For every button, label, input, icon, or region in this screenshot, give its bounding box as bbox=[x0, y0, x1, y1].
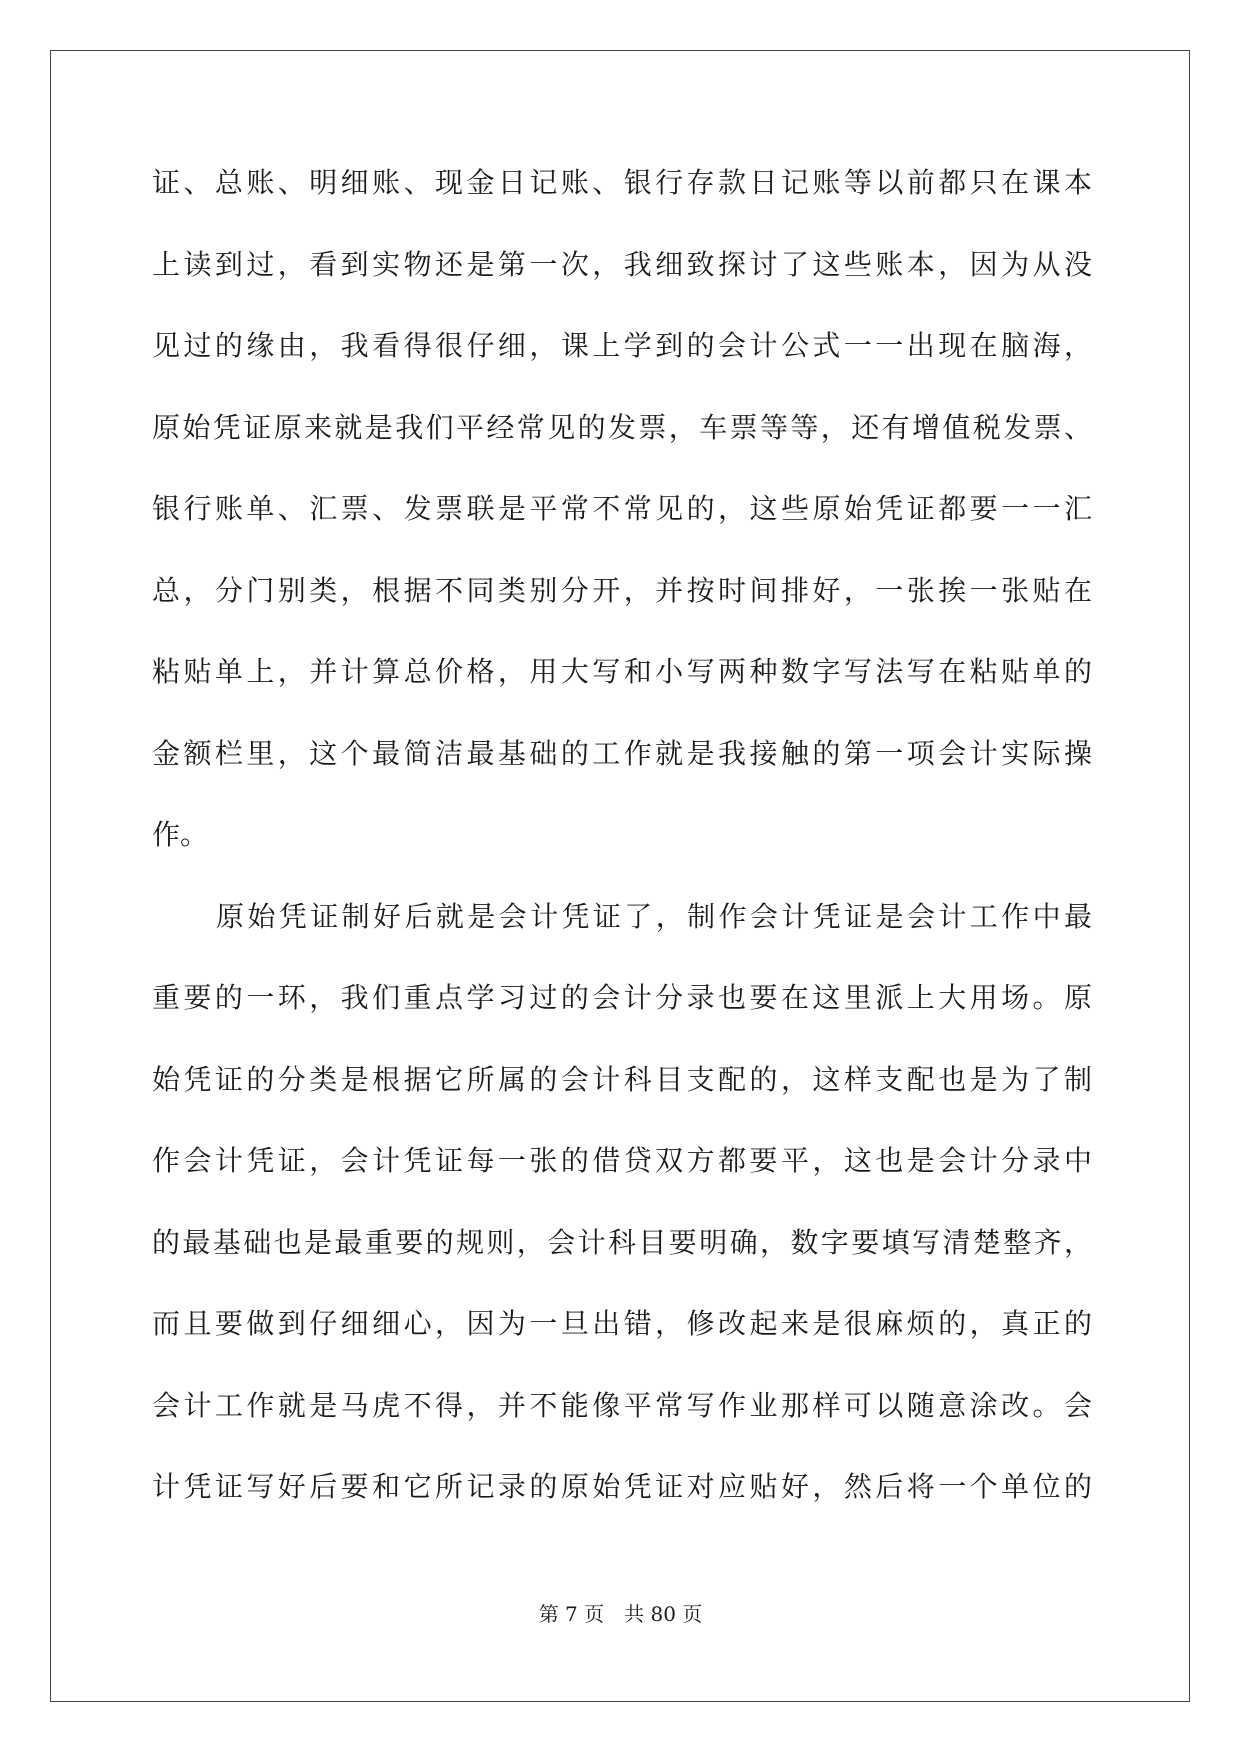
text-line: 粘贴单上，并计算总价格，用大写和小写两种数字写法写在粘贴单的 bbox=[152, 655, 1092, 688]
text-line: 作会计凭证，会计凭证每一张的借贷双方都要平，这也是会计分录中 bbox=[152, 1144, 1092, 1177]
text-line: 计凭证写好后要和它所记录的原始凭证对应贴好，然后将一个单位的 bbox=[152, 1470, 1092, 1503]
text-line: 重要的一环，我们重点学习过的会计分录也要在这里派上大用场。原 bbox=[152, 981, 1092, 1014]
text-line: 上读到过，看到实物还是第一次，我细致探讨了这些账本，因为从没 bbox=[152, 247, 1092, 281]
text-line: 会计工作就是马虎不得，并不能像平常写作业那样可以随意涂改。会 bbox=[152, 1388, 1092, 1422]
page-footer bbox=[0, 1598, 1241, 1627]
text-line: 总，分门别类，根据不同类别分开，并按时间排好，一张挨一张贴在 bbox=[152, 573, 1092, 607]
text-line: 作。 bbox=[152, 818, 209, 851]
paragraph-first-line: 原始凭证制好后就是会计凭证了，制作会计凭证是会计工作中最 bbox=[216, 899, 1092, 933]
text-line: 始凭证的分类是根据它所属的会计科目支配的，这样支配也是为了制 bbox=[152, 1062, 1092, 1096]
page-number: 第 7 页 bbox=[538, 1602, 605, 1626]
document-body bbox=[152, 163, 1092, 1549]
page-total: 共 80 页 bbox=[624, 1602, 703, 1626]
text-line: 银行账单、汇票、发票联是平常不常见的，这些原始凭证都要一一汇 bbox=[152, 492, 1092, 525]
text-line: 见过的缘由，我看得很仔细，课上学到的会计公式一一出现在脑海， bbox=[152, 329, 1092, 362]
text-line: 的最基础也是最重要的规则，会计科目要明确，数字要填写清楚整齐， bbox=[152, 1225, 1092, 1259]
text-line: 证、总账、明细账、现金日记账、银行存款日记账等以前都只在课本 bbox=[152, 166, 1092, 199]
text-line: 原始凭证原来就是我们平经常见的发票，车票等等，还有增值税发票、 bbox=[152, 410, 1092, 444]
text-line: 而且要做到仔细细心，因为一旦出错，修改起来是很麻烦的，真正的 bbox=[152, 1307, 1092, 1340]
text-line: 金额栏里，这个最简洁最基础的工作就是我接触的第一项会计实际操 bbox=[152, 736, 1092, 770]
